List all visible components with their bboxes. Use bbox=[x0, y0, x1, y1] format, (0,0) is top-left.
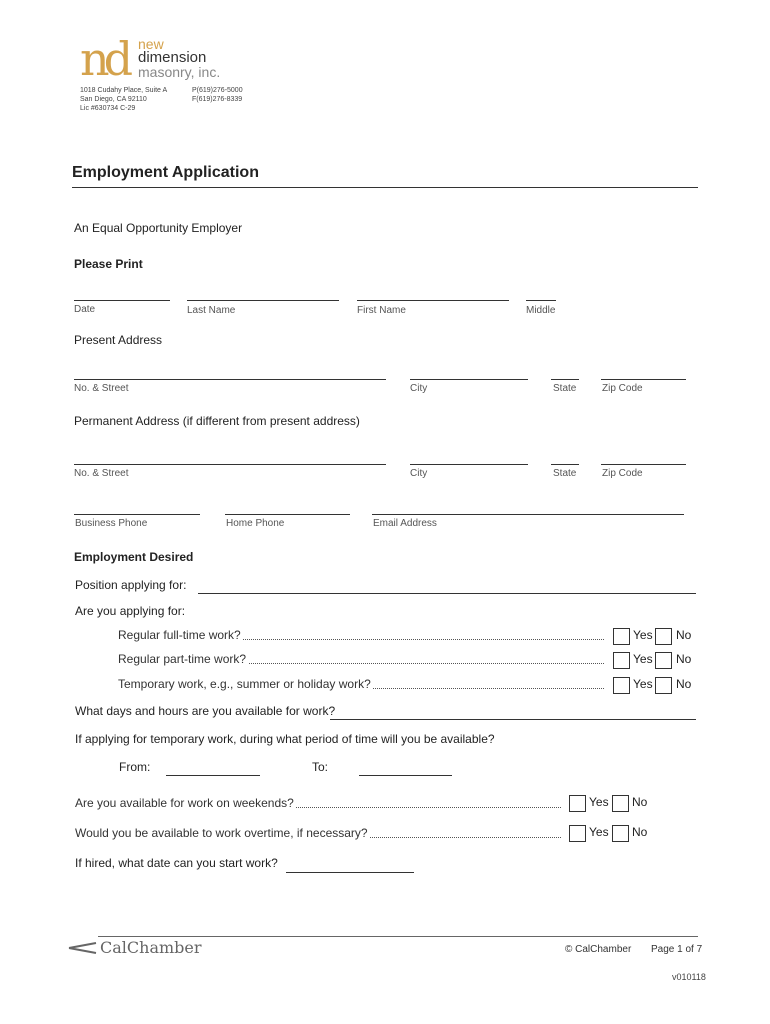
logo-line-masonry: masonry, inc. bbox=[138, 64, 221, 80]
weekends-no-label: No bbox=[632, 795, 648, 809]
present-zip-field[interactable] bbox=[601, 379, 686, 380]
permanent-zip-field[interactable] bbox=[601, 464, 686, 465]
permanent-street-field[interactable] bbox=[74, 464, 386, 465]
option-part-time bbox=[118, 652, 604, 668]
company-contact bbox=[192, 86, 243, 104]
permanent-state-field[interactable] bbox=[551, 464, 579, 465]
present-street-field[interactable] bbox=[74, 379, 386, 380]
present-address-heading: Present Address bbox=[74, 333, 163, 347]
fax-number: F(619)276-8339 bbox=[192, 96, 243, 103]
present-zip-label: Zip Code bbox=[602, 383, 643, 394]
present-city-label: City bbox=[410, 383, 428, 394]
permanent-zip-label: Zip Code bbox=[602, 468, 643, 479]
temporary-yes-label: Yes bbox=[633, 677, 653, 691]
business-phone-label: Business Phone bbox=[75, 518, 148, 529]
full-time-no-label: No bbox=[676, 628, 692, 642]
overtime-no-label: No bbox=[632, 825, 648, 839]
days-hours-field[interactable] bbox=[330, 719, 696, 720]
calchamber-brand: CalChamber bbox=[100, 938, 202, 957]
page-title: Employment Application bbox=[72, 164, 259, 181]
page-number: Page 1 of 7 bbox=[651, 944, 703, 955]
part-time-yes-label: Yes bbox=[633, 652, 653, 666]
temporary-no-checkbox[interactable] bbox=[655, 677, 672, 694]
footer-rule bbox=[98, 936, 698, 937]
present-street-label: No. & Street bbox=[74, 383, 129, 394]
first-name-label: First Name bbox=[357, 305, 406, 316]
date-label: Date bbox=[74, 304, 96, 315]
weekends-yes-checkbox[interactable] bbox=[569, 795, 586, 812]
weekends-label: Are you available for work on weekends? bbox=[75, 796, 294, 810]
part-time-yes-checkbox[interactable] bbox=[613, 652, 630, 669]
permanent-city-field[interactable] bbox=[410, 464, 528, 465]
temporary-yes-checkbox[interactable] bbox=[613, 677, 630, 694]
home-phone-label: Home Phone bbox=[226, 518, 285, 529]
overtime-yes-checkbox[interactable] bbox=[569, 825, 586, 842]
start-date-field[interactable] bbox=[286, 872, 414, 873]
option-temporary bbox=[118, 677, 604, 693]
start-date-label: If hired, what date can you start work? bbox=[75, 856, 278, 870]
present-state-field[interactable] bbox=[551, 379, 579, 380]
temporary-no-label: No bbox=[676, 677, 692, 691]
weekends-no-checkbox[interactable] bbox=[612, 795, 629, 812]
logo-mark: nd bbox=[80, 32, 128, 86]
please-print-label: Please Print bbox=[74, 257, 143, 271]
full-time-no-checkbox[interactable] bbox=[655, 628, 672, 645]
option-full-time bbox=[118, 628, 604, 644]
days-hours-label: What days and hours are you available for work? bbox=[75, 704, 336, 718]
company-address bbox=[80, 86, 167, 113]
copyright-text: © CalChamber bbox=[565, 944, 632, 955]
last-name-field[interactable] bbox=[187, 300, 339, 301]
address-line-1: 1018 Cudahy Place, Suite A bbox=[80, 87, 168, 94]
present-city-field[interactable] bbox=[410, 379, 528, 380]
to-field[interactable] bbox=[359, 775, 452, 776]
position-label: Position applying for: bbox=[75, 578, 187, 592]
version-code: v010118 bbox=[672, 972, 706, 982]
date-field[interactable] bbox=[74, 300, 170, 301]
overtime-question bbox=[75, 826, 561, 842]
temp-period-label: If applying for temporary work, during what period of time will you be available? bbox=[75, 732, 495, 746]
to-label: To: bbox=[312, 760, 329, 774]
part-time-no-checkbox[interactable] bbox=[655, 652, 672, 669]
company-logo bbox=[80, 32, 280, 88]
permanent-state-label: State bbox=[553, 468, 577, 479]
middle-label: Middle bbox=[526, 305, 556, 316]
overtime-no-checkbox[interactable] bbox=[612, 825, 629, 842]
permanent-street-label: No. & Street bbox=[74, 468, 129, 479]
email-field[interactable] bbox=[372, 514, 684, 515]
business-phone-field[interactable] bbox=[74, 514, 200, 515]
full-time-yes-checkbox[interactable] bbox=[613, 628, 630, 645]
full-time-yes-label: Yes bbox=[633, 628, 653, 642]
from-label: From: bbox=[119, 760, 151, 774]
license-number: Lic #630734 C-29 bbox=[80, 105, 136, 112]
from-field[interactable] bbox=[166, 775, 260, 776]
address-line-2: San Diego, CA 92110 bbox=[80, 96, 147, 103]
overtime-yes-label: Yes bbox=[589, 825, 609, 839]
employment-desired-heading: Employment Desired bbox=[74, 550, 194, 564]
position-field[interactable] bbox=[198, 593, 696, 594]
option-part-time-label: Regular part-time work? bbox=[118, 652, 247, 666]
part-time-no-label: No bbox=[676, 652, 692, 666]
overtime-label: Would you be available to work overtime, if necessary? bbox=[75, 826, 368, 840]
title-rule bbox=[72, 187, 698, 188]
email-label: Email Address bbox=[373, 518, 437, 529]
option-temporary-label: Temporary work, e.g., summer or holiday work? bbox=[118, 677, 371, 691]
middle-field[interactable] bbox=[526, 300, 556, 301]
applying-for-label: Are you applying for: bbox=[75, 604, 186, 618]
first-name-field[interactable] bbox=[357, 300, 509, 301]
logo-line-new: new bbox=[138, 36, 164, 52]
phone-number: P(619)276-5000 bbox=[192, 87, 243, 94]
permanent-address-heading: Permanent Address (if different from present address) bbox=[74, 414, 360, 428]
permanent-city-label: City bbox=[410, 468, 428, 479]
eeo-statement: An Equal Opportunity Employer bbox=[74, 221, 243, 235]
present-state-label: State bbox=[553, 383, 577, 394]
weekends-yes-label: Yes bbox=[589, 795, 609, 809]
last-name-label: Last Name bbox=[187, 305, 236, 316]
weekends-question bbox=[75, 796, 561, 812]
option-full-time-label: Regular full-time work? bbox=[118, 628, 241, 642]
calchamber-swoosh-icon bbox=[68, 940, 98, 956]
home-phone-field[interactable] bbox=[225, 514, 350, 515]
logo-line-dimension: dimension bbox=[138, 49, 207, 66]
